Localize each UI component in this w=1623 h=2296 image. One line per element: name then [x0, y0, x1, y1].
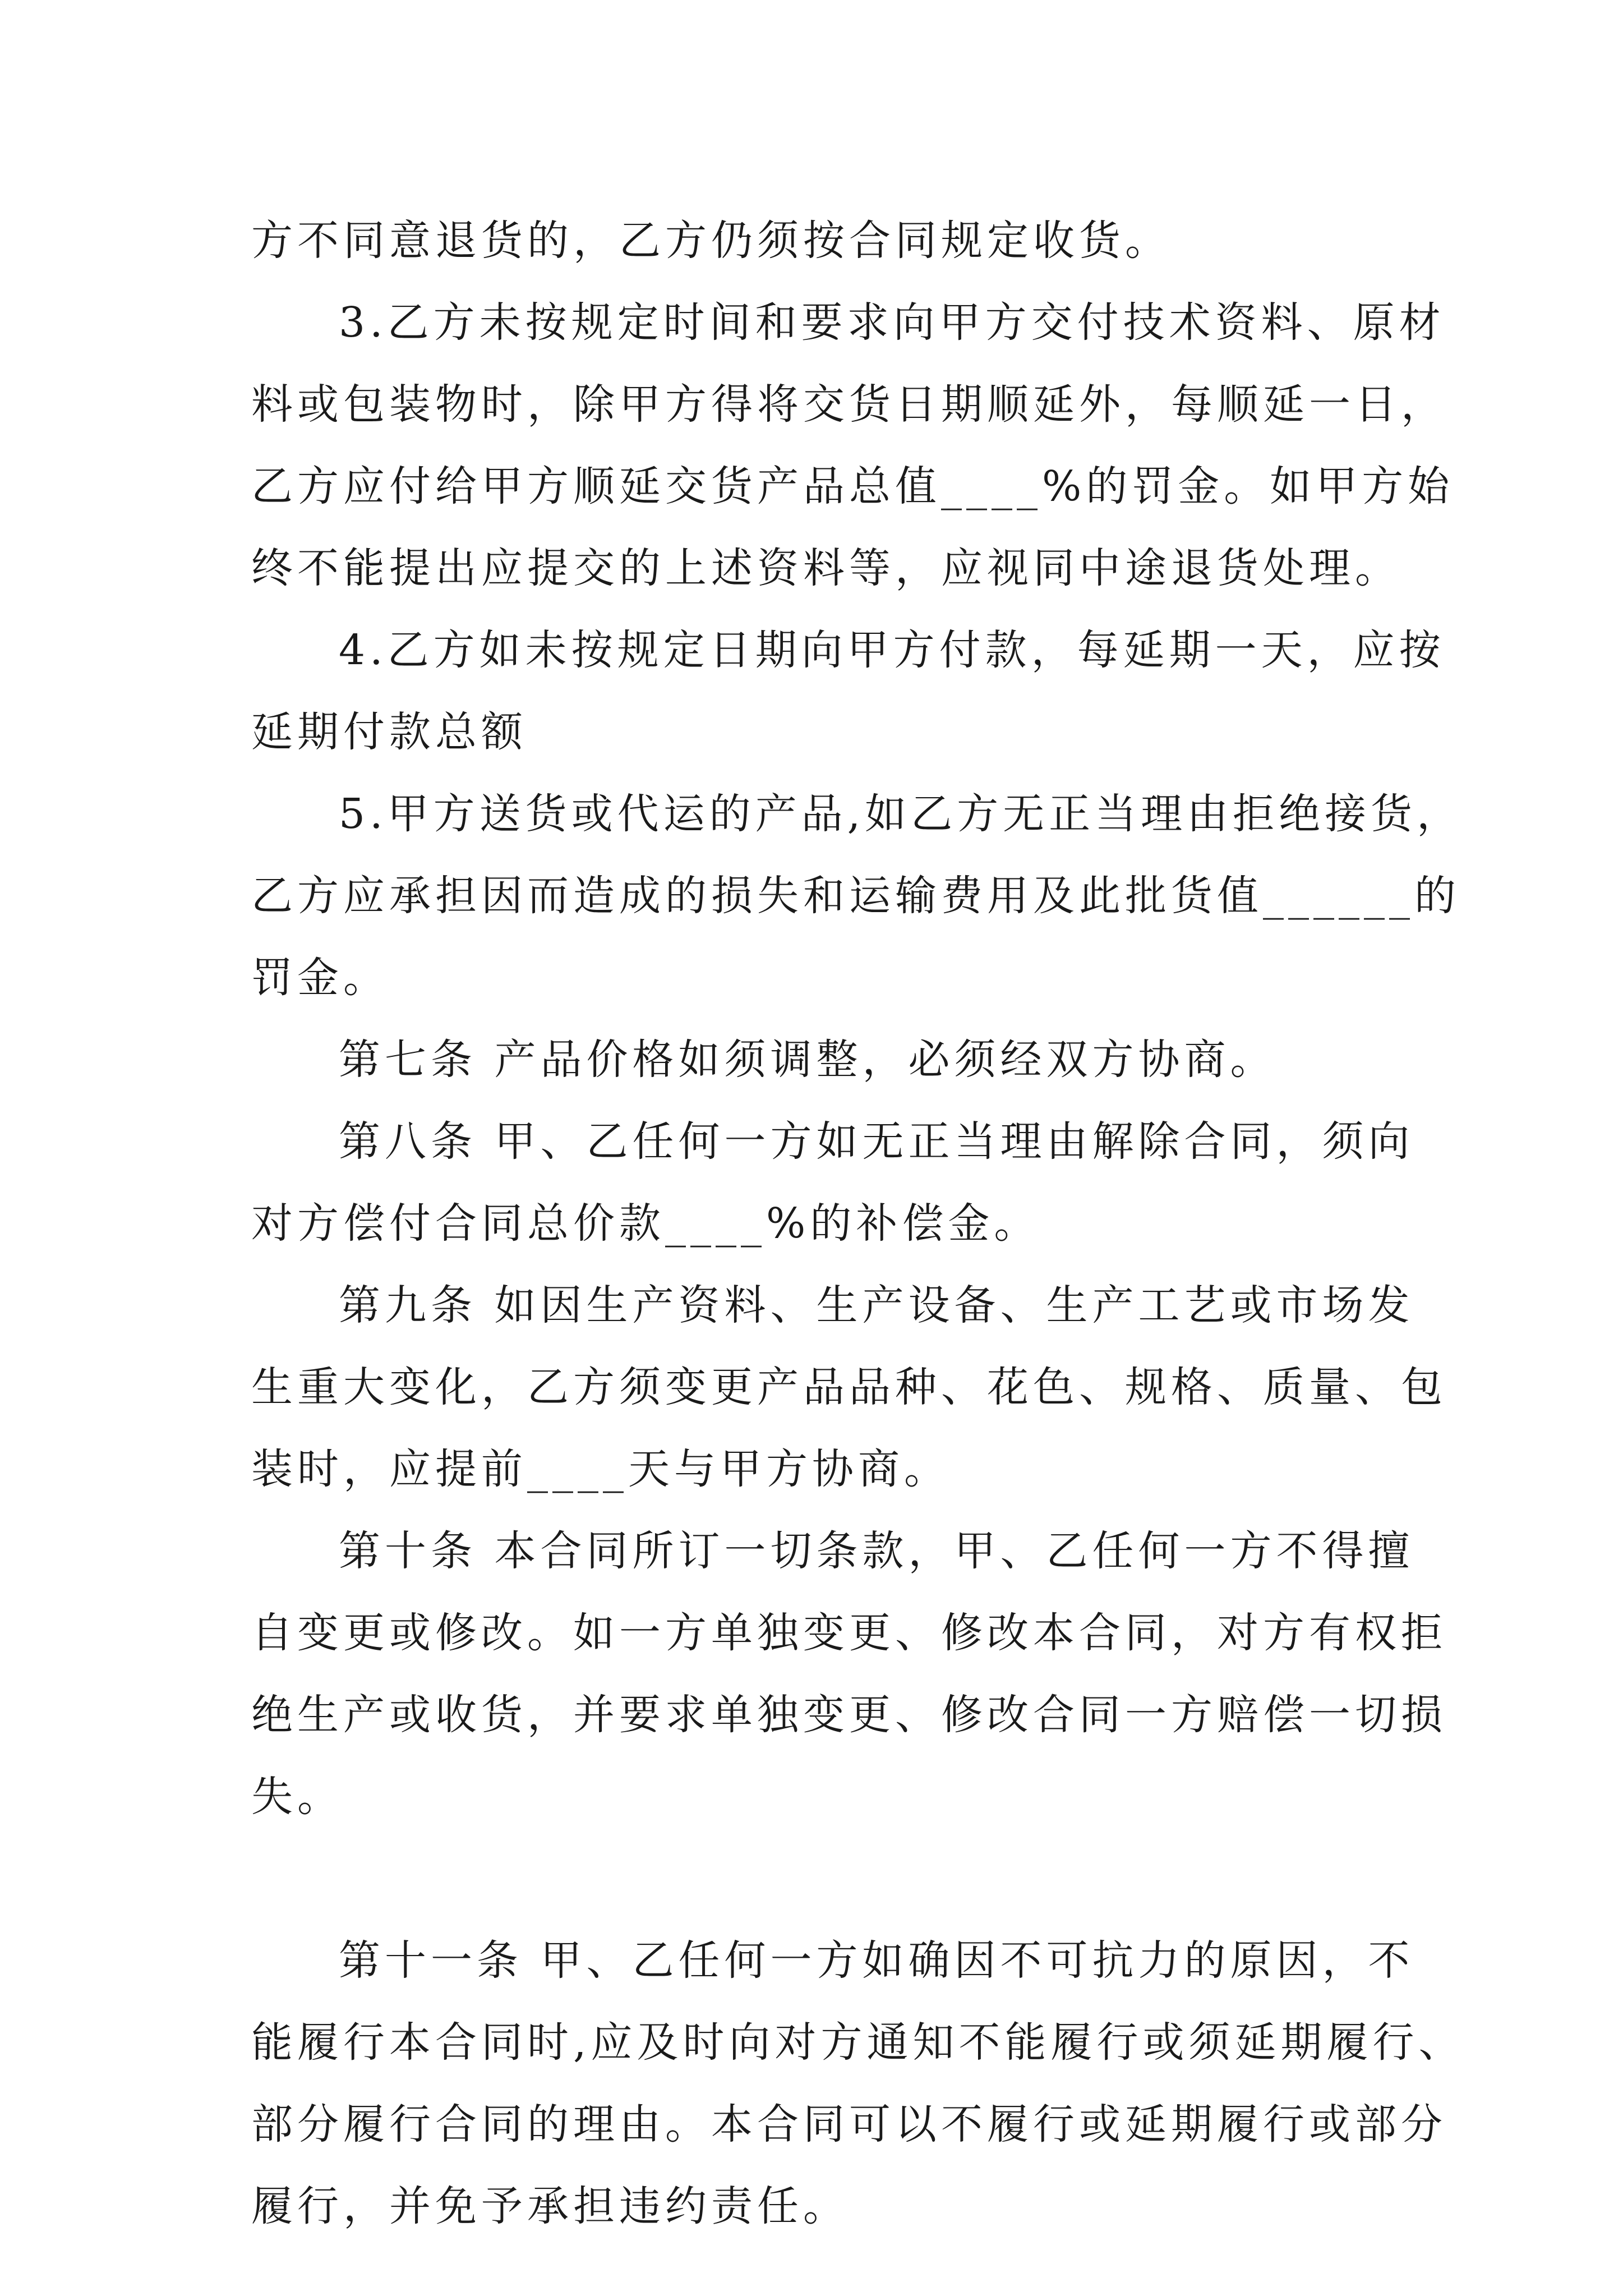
paragraph-line: 部分履行合同的理由。本合同可以不履行或延期履行或部分: [251, 2100, 1447, 2148]
paragraph-line: 第九条 如因生产资料、生产设备、生产工艺或市场发: [339, 1281, 1414, 1329]
paragraph-line: 延期付款总额: [251, 708, 527, 756]
paragraph-line: 乙方应承担因而造成的损失和运输费用及此批货值______的: [251, 872, 1460, 920]
paragraph-gap: [251, 1838, 1390, 1920]
paragraph-line: 绝生产或收货，并要求单独变更、修改合同一方赔偿一切损: [251, 1691, 1447, 1739]
paragraph-line: 第十条 本合同所订一切条款，甲、乙任何一方不得擅: [339, 1527, 1414, 1575]
paragraph-line: 装时，应提前____天与甲方协商。: [251, 1445, 950, 1493]
paragraph-line: 自变更或修改。如一方单独变更、修改本合同，对方有权拒: [251, 1609, 1447, 1657]
paragraph-line: 生重大变化，乙方须变更产品品种、花色、规格、质量、包: [251, 1363, 1447, 1411]
paragraph-line: 方不同意退货的，乙方仍须按合同规定收货。: [251, 217, 1171, 265]
paragraph-line: 第十一条 甲、乙任何一方如确因不可抗力的原因，不: [339, 1936, 1414, 1985]
paragraph-line: 终不能提出应提交的上述资料等，应视同中途退货处理。: [251, 544, 1401, 592]
paragraph-line: 第七条 产品价格如须调整，必须经双方协商。: [339, 1036, 1276, 1084]
paragraph-line: 5.甲方送货或代运的产品,如乙方无正当理由拒绝接货，: [339, 790, 1463, 838]
paragraph-line: 乙方应付给甲方顺延交货产品总值____%的罚金。如甲方始: [251, 462, 1454, 510]
paragraph-line: 4.乙方如未按规定日期向甲方付款，每延期一天，应按: [339, 626, 1445, 674]
paragraph-line: 能履行本合同时,应及时向对方通知不能履行或须延期履行、: [251, 2018, 1465, 2067]
paragraph-line: 3.乙方未按规定时间和要求向甲方交付技术资料、原材: [339, 298, 1445, 347]
paragraph-line: 履行，并免予承担违约责任。: [251, 2182, 849, 2230]
contract-text: [251, 200, 1465, 2247]
paragraph-line: 罚金。: [251, 954, 389, 1002]
paragraph-line: 对方偿付合同总价款____%的补偿金。: [251, 1199, 1040, 1248]
paragraph-line: 失。: [251, 1773, 343, 1821]
paragraph-line: 第八条 甲、乙任何一方如无正当理由解除合同，须向: [339, 1117, 1414, 1166]
paragraph-line: 料或包装物时，除甲方得将交货日期顺延外，每顺延一日，: [251, 380, 1447, 429]
